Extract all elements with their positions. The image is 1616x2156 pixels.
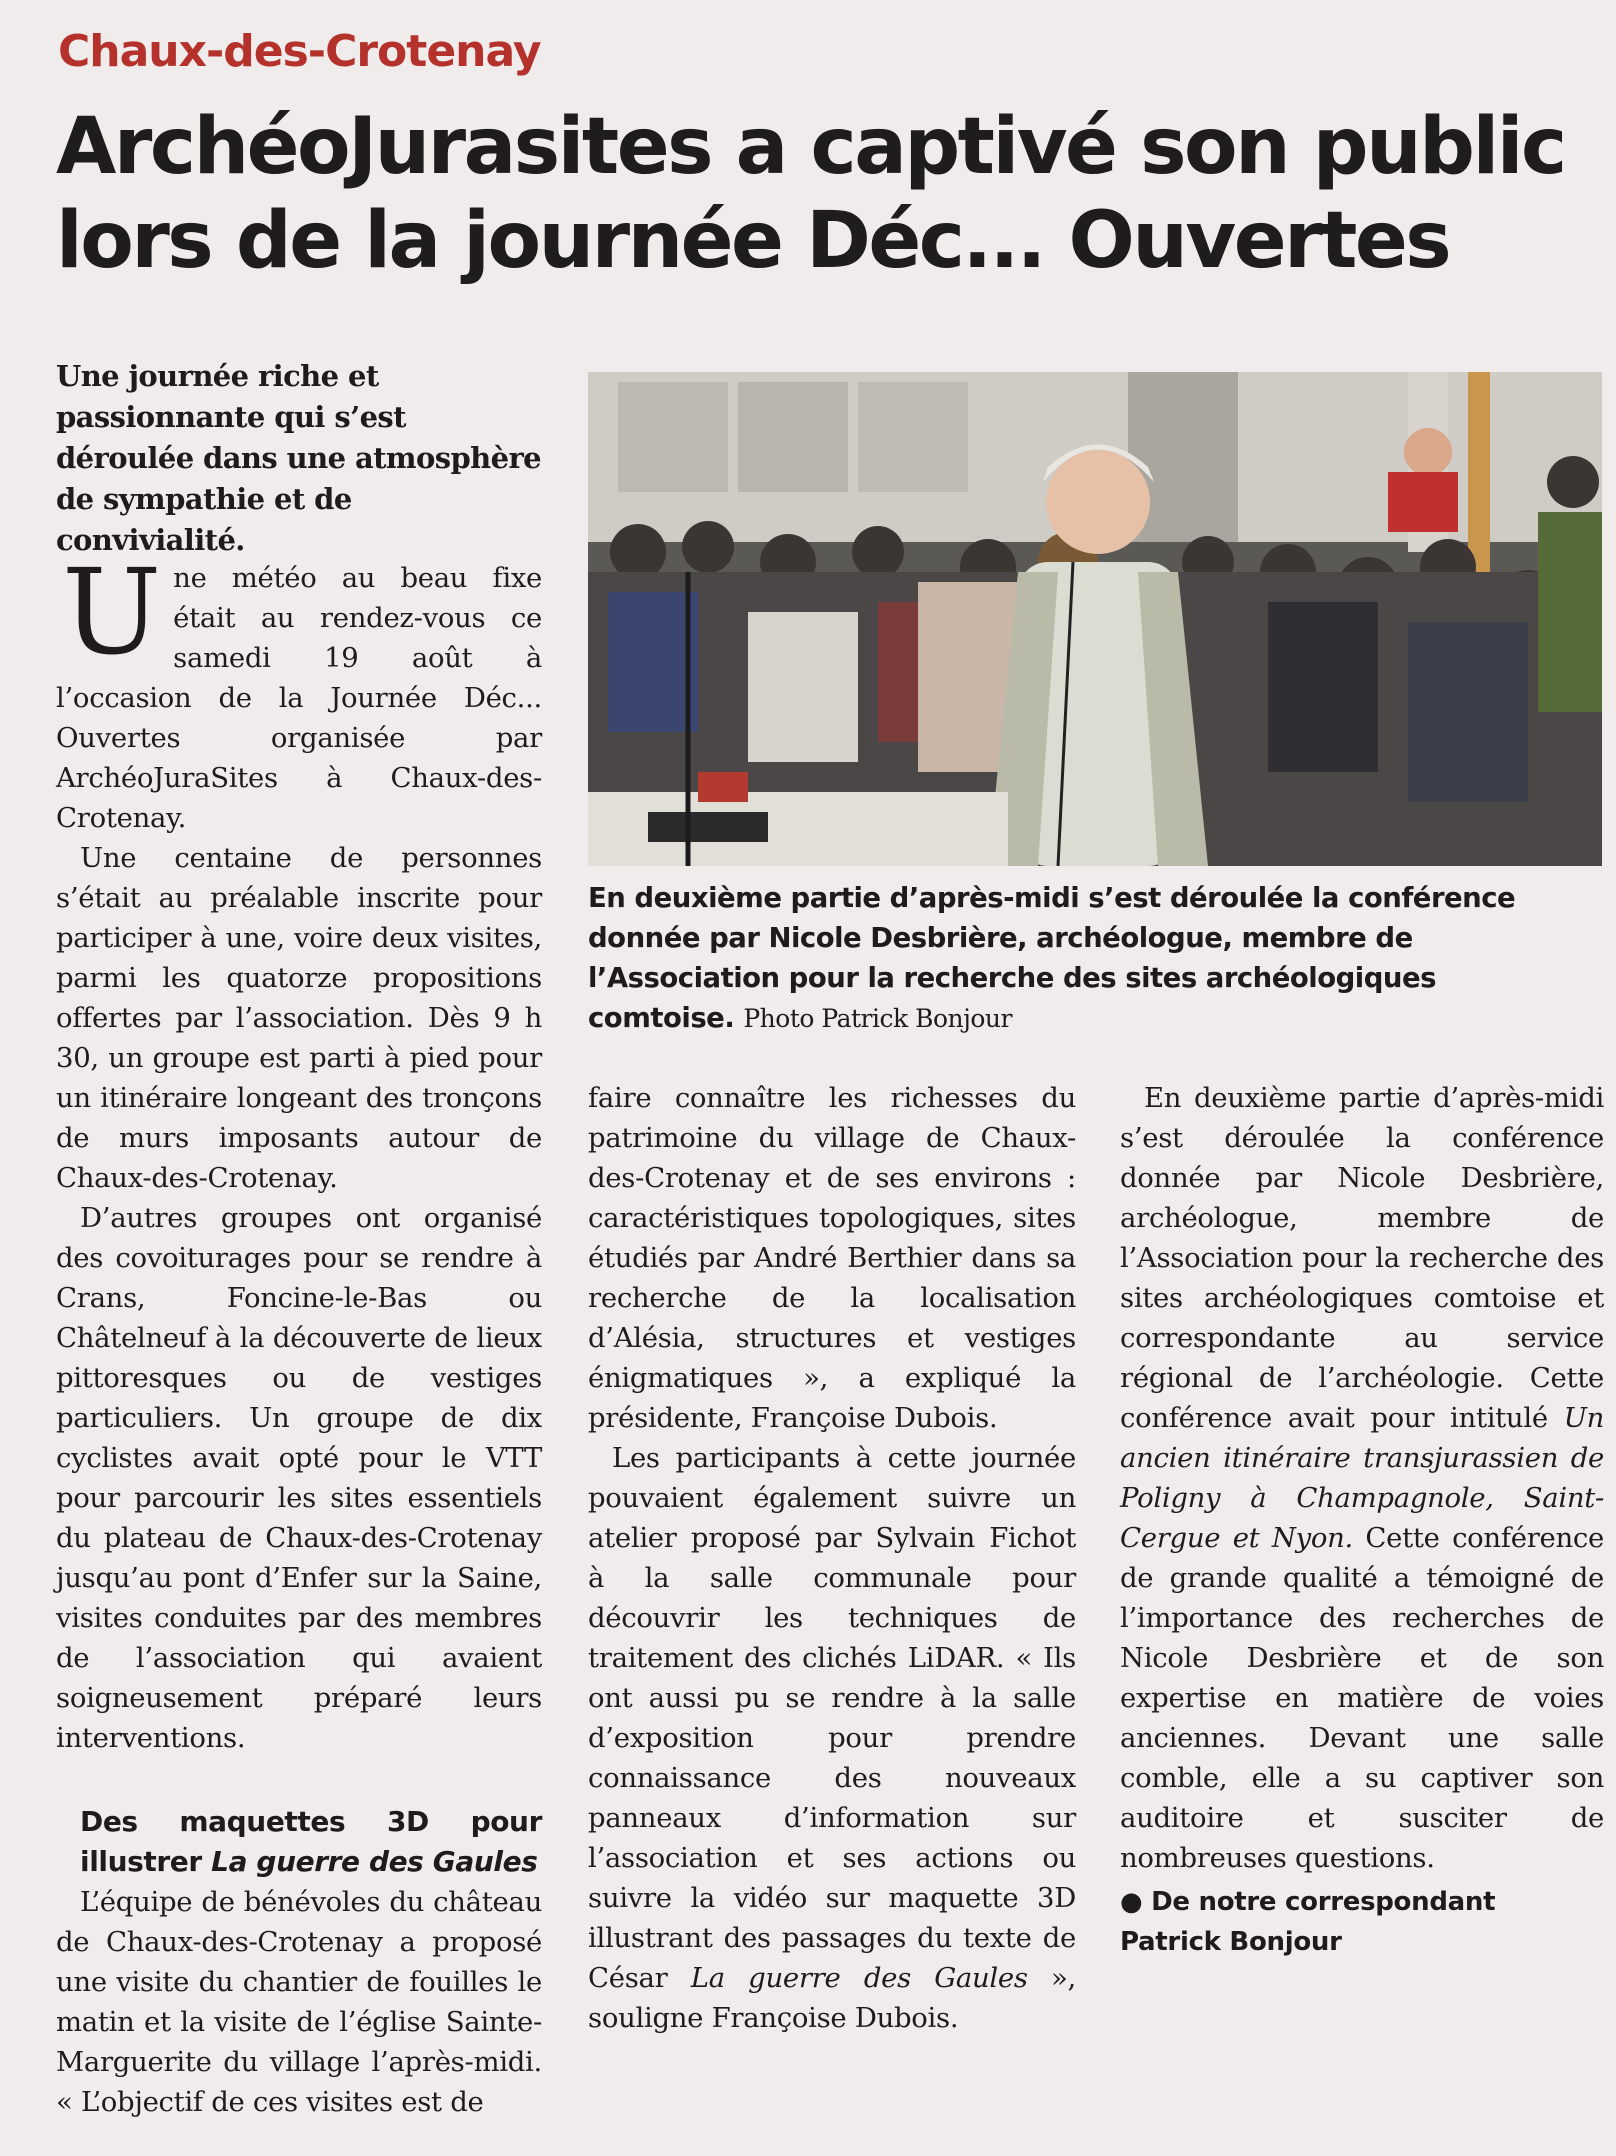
article-column-2 — [588, 1078, 1076, 2038]
paragraph-intro-text: ne météo au beau fixe était au rendez-vous ce samedi 19 août à l’occasion de la Journée Déc... Ouvertes organisée par ArchéoJuraSites à Chaux-des-Crotenay. — [56, 562, 542, 834]
drop-cap: U — [62, 543, 162, 681]
subhead-text: Des maquettes 3D pour illustrer — [80, 1805, 542, 1878]
paragraph-participants-italic: La guerre des Gaules — [690, 1962, 1028, 1994]
paragraph-volunteers-continued: faire connaître les richesses du patrimoine du village de Chaux-des-Crotenay et de ses environs : caractéristiques topologiques, sites étudiés par André Berthier dans sa recherche de la localisation d’Alésia, structures et vestiges énigmatiques », a expliqué la présidente, Françoise Dubois. — [588, 1082, 1076, 1434]
conference-photo-image — [588, 372, 1602, 866]
photo-caption — [588, 878, 1588, 1039]
paragraph-participants-text: », souligne Françoise Dubois. — [588, 1962, 1076, 2034]
article-kicker: Chaux-des-Crotenay — [58, 26, 541, 77]
author-signoff — [1120, 1882, 1604, 1962]
paragraph-conference-text: Cette conférence de grande qualité a témoigné de l’importance des recherches de Nicole Desbrière et de son expertise en matière de voies anciennes. Devant une salle comble, elle a su captiver son auditoire et susciter de nombreuses questions. — [1120, 1522, 1604, 1874]
signoff-line-1: ● De notre correspondant — [1120, 1887, 1496, 1917]
paragraph-groups: D’autres groupes ont organisé des covoiturages pour se rendre à Crans, Foncine-le-Bas ou Châtelneuf à la découverte de lieux pittoresques ou de vestiges particuliers. Un groupe de dix cyclistes avait opté pour le VTT pour parcourir les sites essentiels du plateau de Chaux-des-Crotenay jusqu’au pont d’Enfer sur la Saine, visites conduites par des membres de l’association qui avaient soigneusement préparé leurs interventions. — [56, 1202, 542, 1754]
article-subhead — [80, 1802, 542, 1882]
paragraph-participants-text: Les participants à cette journée pouvaient également suivre un atelier proposé par Sylvain Fichot à la salle communale pour découvrir les techniques de traitement des clichés LiDAR. « Ils ont aussi pu se rendre à la salle d’exposition pour prendre connaissance des nouveaux panneaux d’information sur l’association et ses actions ou suivre la vidéo sur maquette 3D illustrant des passages du texte de César — [588, 1442, 1076, 1994]
article-column-1 — [56, 543, 542, 2122]
paragraph-volunteers: L’équipe de bénévoles du château de Chaux-des-Crotenay a proposé une visite du chantier de fouilles le matin et la visite de l’église Sainte-Marguerite du village l’après-midi. « L’objectif de ces visites est de — [56, 1886, 542, 2118]
paragraph-conference — [1120, 1078, 1604, 1878]
article-photo — [588, 372, 1602, 866]
subhead-italic: La guerre des Gaules — [211, 1845, 538, 1878]
article-column-3 — [1120, 1078, 1604, 1962]
photo-caption-text: En deuxième partie d’après-midi s’est déroulée la conférence donnée par Nicole Desbrière, archéologue, membre de l’Association pour la recherche des sites archéologiques comtoise. — [588, 882, 1516, 1034]
paragraph-participants — [588, 1438, 1076, 2038]
paragraph-conference-italic: Un ancien itinéraire transjurassien de Poligny à Champagnole, Saint-Cergue et Nyon. — [1120, 1402, 1604, 1554]
paragraph-conference-text: En deuxième partie d’après-midi s’est déroulée la conférence donnée par Nicole Desbrière, archéologue, membre de l’Association pour la recherche des sites archéologiques comtoise et correspondante au service régional de l’archéologie. Cette conférence avait pour intitulé — [1120, 1082, 1604, 1434]
paragraph-intro — [56, 543, 542, 838]
paragraph-registrations: Une centaine de personnes s’était au préalable inscrite pour participer à une, voire deux visites, parmi les quatorze propositions offertes par l’association. Dès 9 h 30, un groupe est parti à pied pour un itinéraire longeant des tronçons de murs imposants autour de Chaux-des-Crotenay. — [56, 842, 542, 1194]
article-headline: ArchéoJurasites a captivé son public lors de la journée Déc... Ouvertes — [56, 102, 1565, 286]
photo-credit: Photo Patrick Bonjour — [743, 1004, 1012, 1033]
signoff-author-name: Patrick Bonjour — [1120, 1927, 1342, 1957]
article-lead: Une journée riche et passionnante qui s’est déroulée dans une atmosphère de sympathie et de convivialité. — [56, 359, 542, 557]
